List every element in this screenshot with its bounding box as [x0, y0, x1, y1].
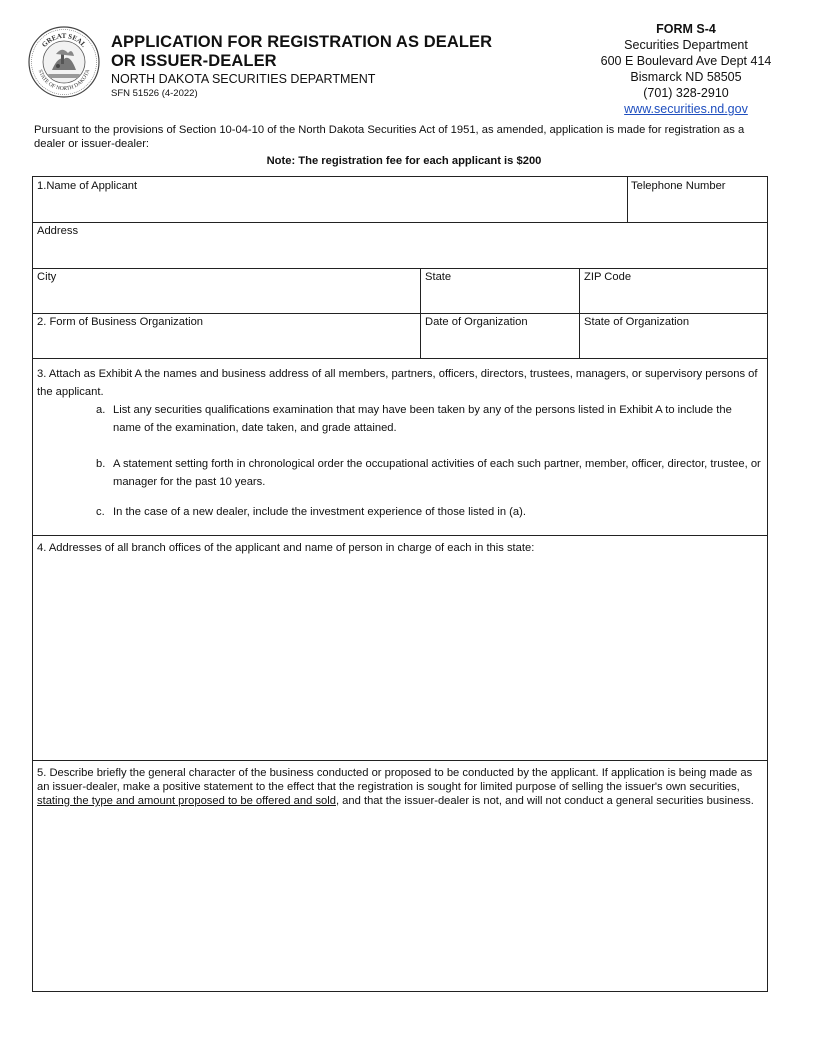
city-field[interactable]: City [37, 271, 57, 283]
state-field[interactable]: State [425, 271, 452, 283]
section-3-text: 3. Attach as Exhibit A the names and business address of all members, partners, officers, directors, trustees, managers, or supervisory persons of the applicant. [37, 368, 758, 398]
section-4-branch-offices-field[interactable]: 4. Addresses of all branch offices of the applicant and name of person in charge of each in this state: [37, 542, 535, 554]
state-of-organization-field[interactable]: State of Organization [584, 316, 690, 328]
section-3-item-a: a. List any securities qualifications examination that may have been taken by any of the persons listed in Exhibit A to include the name of the examination, date taken, and grade attained. [96, 404, 732, 434]
department-name: NORTH DAKOTA SECURITIES DEPARTMENT [111, 72, 376, 86]
seal-top-text: GREAT SEAL [40, 31, 88, 49]
contact-address: 600 E Boulevard Ave Dept 414 [600, 54, 772, 68]
application-form [32, 176, 768, 992]
name-of-applicant-field[interactable]: 1.Name of Applicant [37, 180, 138, 192]
title-block [111, 33, 492, 100]
date-of-organization-field[interactable]: Date of Organization [425, 316, 528, 328]
sfn-number: SFN 51526 (4-2022) [111, 88, 198, 99]
section-3-item-b: b. A statement setting forth in chronological order the occupational activities of each such partner, member, officer, director, trustee, or manager for the past 10 years. [96, 458, 761, 488]
section-5-business-description-field[interactable]: 5. Describe briefly the general character of the business conducted or proposed to be conducted by the applicant. If application is being made as an issuer-dealer, make a positive statement to the effect that the registration is sought for limited purpose of selling the issuer's own securities, stating the type and amount proposed to be offered and sold, and that the issuer-dealer is not, and will not conduct a general securities business. [37, 767, 754, 807]
form-title-line1: APPLICATION FOR REGISTRATION AS DEALER [111, 33, 493, 51]
contact-phone: (701) 328-2910 [643, 86, 729, 100]
section-3 [37, 365, 761, 521]
seal-bottom-text: STATE OF NORTH DAKOTA [36, 68, 92, 93]
intro-text: Pursuant to the provisions of Section 10-04-10 of the North Dakota Securities Act of 1951, as amended, application is made for registration as a dealer or issuer-dealer: [34, 124, 745, 150]
form-of-business-field[interactable]: 2. Form of Business Organization [37, 316, 204, 328]
form-title-line2: OR ISSUER-DEALER [111, 52, 277, 70]
contact-city: Bismarck ND 58505 [630, 70, 742, 84]
contact-dept: Securities Department [624, 38, 748, 52]
zip-field[interactable]: ZIP Code [584, 271, 632, 283]
state-seal-icon [28, 26, 100, 98]
contact-block [580, 21, 792, 117]
website-link[interactable]: www.securities.nd.gov [624, 102, 748, 116]
telephone-field[interactable]: Telephone Number [631, 180, 726, 192]
address-field[interactable]: Address [37, 225, 79, 237]
section-3-item-c: c. In the case of a new dealer, include the investment experience of those listed in (a). [96, 506, 526, 518]
form-id: FORM S-4 [656, 22, 716, 36]
fee-note: Note: The registration fee for each applicant is $200 [266, 155, 542, 167]
